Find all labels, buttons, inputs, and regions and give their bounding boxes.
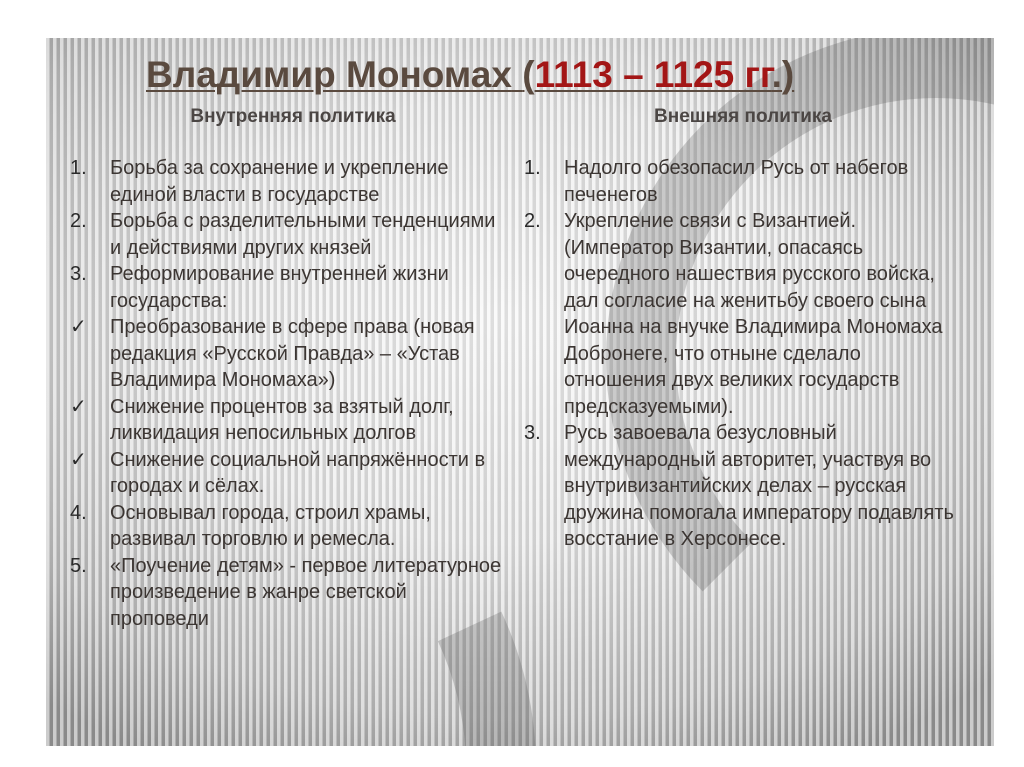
- list-number: 2.: [70, 210, 87, 232]
- external-policy-item: [524, 208, 964, 420]
- internal-policy-item-text: Борьба за сохранение и укрепление единой власти в государстве: [110, 157, 449, 206]
- title-open-paren: (: [522, 54, 535, 95]
- internal-policy-item: [70, 500, 510, 553]
- internal-policy-item-text: Снижение процентов за взятый долг, ликвидация непосильных долгов: [110, 395, 454, 444]
- list-number: 2.: [524, 210, 541, 232]
- external-policy-item: [524, 155, 964, 208]
- external-policy-item-text: Русь завоевала безусловный международный авторитет, участвуя во внутривизантийских делах – русская дружина помогала императору подавлять восстание в Херсонесе.: [564, 422, 954, 550]
- internal-policy-item: [70, 394, 510, 447]
- internal-policy-item: [70, 155, 510, 208]
- title-years: 1113 – 1125 гг: [534, 54, 772, 95]
- checkmark-icon: ✓: [70, 316, 87, 338]
- internal-policy-item: [70, 553, 510, 633]
- internal-policy-item-text: Снижение социальной напряжённости в городах и сёлах.: [110, 448, 486, 497]
- title-name: Владимир Мономах: [146, 54, 512, 95]
- checkmark-icon: ✓: [70, 448, 87, 471]
- list-number: 1.: [70, 157, 87, 179]
- list-number: 3.: [70, 263, 87, 285]
- external-policy-list: [524, 155, 964, 553]
- external-policy-heading: Внешняя политика: [654, 106, 832, 127]
- list-number: 3.: [524, 422, 541, 444]
- internal-policy-item-text: Реформирование внутренней жизни государства:: [110, 263, 449, 312]
- internal-policy-item: [70, 314, 510, 394]
- internal-policy-item-text: Борьба с разделительными тенденциями и действиями других князей: [110, 210, 496, 259]
- list-number: 5.: [70, 554, 87, 577]
- external-policy-item-text: Укрепление связи с Византией. (Император Византии, опасаясь очередного нашествия русского войска, дал согласие на женитьбу своего сына Иоанна на внучке Владимира Мономаха Добронеге, что отныне сделало отношения двух великих государств предсказуемыми).: [564, 210, 943, 418]
- external-policy-item: [524, 420, 964, 553]
- checkmark-icon: ✓: [70, 395, 87, 418]
- internal-policy-list: [70, 155, 510, 632]
- list-number: 4.: [70, 501, 87, 524]
- internal-policy-item: [70, 208, 510, 261]
- list-number: 1.: [524, 157, 541, 179]
- external-policy-item-text: Надолго обезопасил Русь от набегов печенегов: [564, 157, 909, 206]
- internal-policy-heading: Внутренняя политика: [190, 106, 396, 127]
- slide: [46, 38, 994, 746]
- internal-policy-item: [70, 447, 510, 500]
- title-close-paren: .): [771, 54, 795, 95]
- slide-title: [146, 54, 794, 96]
- internal-policy-item-text: «Поучение детям» - первое литературное произведение в жанре светской проповеди: [110, 554, 502, 630]
- internal-policy-item-text: Преобразование в сфере права (новая редакция «Русской Правда» – «Устав Владимира Мономаха»): [110, 316, 475, 391]
- internal-policy-item: [70, 261, 510, 314]
- internal-policy-item-text: Основывал города, строил храмы, развивал торговлю и ремесла.: [110, 501, 431, 550]
